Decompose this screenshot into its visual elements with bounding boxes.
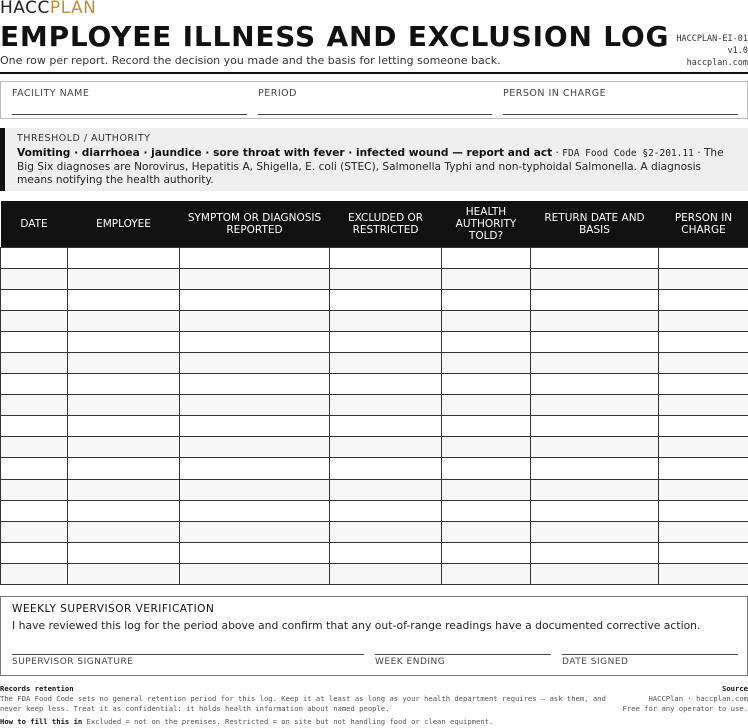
- cell-excluded[interactable]: [330, 437, 442, 458]
- week-ending-label: WEEK ENDING: [375, 657, 446, 667]
- cell-date[interactable]: [1, 416, 68, 437]
- threshold-label: THRESHOLD / AUTHORITY: [17, 133, 151, 144]
- cell-date[interactable]: [1, 563, 68, 584]
- document-site: haccplan.com: [686, 58, 748, 68]
- table-row: [1, 521, 748, 542]
- table-row: [1, 563, 748, 584]
- cell-return[interactable]: [531, 563, 659, 584]
- cell-employee[interactable]: [68, 331, 180, 352]
- cell-person-in-charge[interactable]: [659, 563, 748, 584]
- cell-date[interactable]: [1, 289, 68, 310]
- cell-return[interactable]: [531, 521, 659, 542]
- cell-date[interactable]: [1, 352, 68, 373]
- facility-name-field[interactable]: [12, 114, 247, 115]
- table-row: [1, 289, 748, 310]
- cell-excluded[interactable]: [330, 395, 442, 416]
- threshold-text: [17, 147, 748, 188]
- cell-date[interactable]: [1, 500, 68, 521]
- source-line-1: HACCPlan · haccplan.com: [648, 694, 748, 703]
- cell-symptom[interactable]: [180, 437, 330, 458]
- supervisor-verification-box: [0, 596, 748, 676]
- cell-health-authority[interactable]: [442, 437, 531, 458]
- cell-health-authority[interactable]: [442, 542, 531, 563]
- cell-symptom[interactable]: [180, 500, 330, 521]
- cell-excluded[interactable]: [330, 331, 442, 352]
- table-header-row: [1, 201, 748, 247]
- column-header-health-authority: HEALTH AUTHORITY TOLD?: [442, 201, 531, 247]
- column-header-excluded: EXCLUDED OR RESTRICTED: [330, 201, 442, 247]
- cell-person-in-charge[interactable]: [659, 289, 748, 310]
- cell-date[interactable]: [1, 310, 68, 331]
- table-row: [1, 500, 748, 521]
- date-signed-field[interactable]: [562, 654, 738, 655]
- table-row: [1, 331, 748, 352]
- cell-health-authority[interactable]: [442, 268, 531, 289]
- cell-person-in-charge[interactable]: [659, 542, 748, 563]
- cell-date[interactable]: [1, 479, 68, 500]
- period-field[interactable]: [258, 114, 492, 115]
- cell-excluded[interactable]: [330, 479, 442, 500]
- cell-excluded[interactable]: [330, 500, 442, 521]
- cell-person-in-charge[interactable]: [659, 374, 748, 395]
- cell-person-in-charge[interactable]: [659, 500, 748, 521]
- cell-symptom[interactable]: [180, 374, 330, 395]
- cell-employee[interactable]: [68, 563, 180, 584]
- cell-excluded[interactable]: [330, 563, 442, 584]
- cell-person-in-charge[interactable]: [659, 458, 748, 479]
- table-row: [1, 416, 748, 437]
- cell-excluded[interactable]: [330, 458, 442, 479]
- table-row: [1, 268, 748, 289]
- cell-symptom[interactable]: [180, 542, 330, 563]
- page-subtitle: One row per report. Record the decision you made and the basis for letting someone back.: [0, 54, 501, 67]
- how-to-title: How to fill this in: [0, 717, 83, 726]
- retention-title: Records retention: [0, 684, 74, 693]
- cell-health-authority[interactable]: [442, 479, 531, 500]
- page-title: EMPLOYEE ILLNESS AND EXCLUSION LOG: [0, 20, 670, 53]
- column-header-date: DATE: [1, 201, 68, 247]
- cell-excluded[interactable]: [330, 416, 442, 437]
- cell-employee[interactable]: [68, 310, 180, 331]
- cell-return[interactable]: [531, 458, 659, 479]
- cell-person-in-charge[interactable]: [659, 352, 748, 373]
- cell-health-authority[interactable]: [442, 374, 531, 395]
- cell-return[interactable]: [531, 352, 659, 373]
- column-header-employee: EMPLOYEE: [68, 201, 180, 247]
- cell-health-authority[interactable]: [442, 247, 531, 268]
- period-label: PERIOD: [258, 88, 297, 99]
- cell-employee[interactable]: [68, 352, 180, 373]
- table-row: [1, 458, 748, 479]
- cell-health-authority[interactable]: [442, 289, 531, 310]
- threshold-code-ref: FDA Food Code §2-201.11: [562, 148, 694, 159]
- table-row: [1, 310, 748, 331]
- cell-return[interactable]: [531, 437, 659, 458]
- cell-symptom[interactable]: [180, 331, 330, 352]
- cell-employee[interactable]: [68, 416, 180, 437]
- cell-employee[interactable]: [68, 479, 180, 500]
- supervisor-signature-label: SUPERVISOR SIGNATURE: [12, 657, 134, 667]
- cell-return[interactable]: [531, 374, 659, 395]
- brand-logo: [0, 0, 96, 18]
- retention-text: The FDA Food Code sets no general retention period for this log. Keep it at least as long as your health department requires — ask them, and never keep less. Treat it as confidential: it holds health information about named people.: [0, 694, 606, 713]
- cell-person-in-charge[interactable]: [659, 331, 748, 352]
- source-title: Source: [722, 684, 748, 693]
- cell-person-in-charge[interactable]: [659, 416, 748, 437]
- cell-health-authority[interactable]: [442, 395, 531, 416]
- table-row: [1, 479, 748, 500]
- table-row: [1, 395, 748, 416]
- cell-employee[interactable]: [68, 500, 180, 521]
- cell-date[interactable]: [1, 247, 68, 268]
- verification-statement: I have reviewed this log for the period above and confirm that any out-of-range readings have a documented corrective action.: [12, 619, 701, 632]
- cell-return[interactable]: [531, 247, 659, 268]
- records-retention-note: [0, 684, 610, 714]
- cell-return[interactable]: [531, 416, 659, 437]
- cell-person-in-charge[interactable]: [659, 310, 748, 331]
- cell-employee[interactable]: [68, 458, 180, 479]
- header-rule: [0, 72, 748, 74]
- cell-excluded[interactable]: [330, 352, 442, 373]
- cell-excluded[interactable]: [330, 289, 442, 310]
- cell-date[interactable]: [1, 458, 68, 479]
- document-version: v1.0: [727, 46, 748, 56]
- person-in-charge-field[interactable]: [503, 114, 738, 115]
- facility-name-label: FACILITY NAME: [12, 88, 90, 99]
- table-row: [1, 352, 748, 373]
- cell-return[interactable]: [531, 395, 659, 416]
- table-row: [1, 437, 748, 458]
- supervisor-signature-field[interactable]: [12, 654, 364, 655]
- cell-symptom[interactable]: [180, 395, 330, 416]
- document-meta: [676, 33, 748, 69]
- cell-employee[interactable]: [68, 268, 180, 289]
- how-to-fill-note: [0, 717, 493, 727]
- threshold-box: [0, 128, 748, 191]
- cell-date[interactable]: [1, 437, 68, 458]
- week-ending-field[interactable]: [375, 654, 551, 655]
- cell-return[interactable]: [531, 479, 659, 500]
- cell-employee[interactable]: [68, 374, 180, 395]
- cell-health-authority[interactable]: [442, 521, 531, 542]
- cell-return[interactable]: [531, 310, 659, 331]
- cell-health-authority[interactable]: [442, 310, 531, 331]
- facility-info-box: [0, 81, 748, 119]
- document-code: HACCPLAN-EI-01: [676, 34, 748, 44]
- cell-symptom[interactable]: [180, 521, 330, 542]
- cell-symptom[interactable]: [180, 563, 330, 584]
- verification-title: WEEKLY SUPERVISOR VERIFICATION: [12, 603, 215, 615]
- cell-excluded[interactable]: [330, 542, 442, 563]
- person-in-charge-label: PERSON IN CHARGE: [503, 88, 607, 99]
- threshold-body: · The Big Six diagnoses are Norovirus, Hepatitis A, Shigella, E. coli (STEC), Salmonella Typhi and non-typhoidal Salmonella. A diagnosis means notifying the health authority.: [17, 147, 724, 186]
- cell-health-authority[interactable]: [442, 416, 531, 437]
- cell-employee[interactable]: [68, 542, 180, 563]
- cell-symptom[interactable]: [180, 289, 330, 310]
- cell-employee[interactable]: [68, 247, 180, 268]
- cell-return[interactable]: [531, 542, 659, 563]
- cell-person-in-charge[interactable]: [659, 395, 748, 416]
- cell-excluded[interactable]: [330, 268, 442, 289]
- cell-return[interactable]: [531, 500, 659, 521]
- cell-health-authority[interactable]: [442, 563, 531, 584]
- cell-symptom[interactable]: [180, 458, 330, 479]
- cell-symptom[interactable]: [180, 479, 330, 500]
- cell-symptom[interactable]: [180, 310, 330, 331]
- cell-person-in-charge[interactable]: [659, 268, 748, 289]
- brand-logo-part1: HACC: [0, 0, 50, 18]
- cell-health-authority[interactable]: [442, 352, 531, 373]
- table-row: [1, 542, 748, 563]
- brand-logo-part2: PLAN: [49, 0, 97, 18]
- cell-symptom[interactable]: [180, 352, 330, 373]
- how-to-text: Excluded = not on the premises. Restricted = on site but not handling food or clean equipment.: [86, 717, 494, 726]
- cell-health-authority[interactable]: [442, 458, 531, 479]
- cell-employee[interactable]: [68, 521, 180, 542]
- cell-excluded[interactable]: [330, 310, 442, 331]
- table-row: [1, 247, 748, 268]
- cell-excluded[interactable]: [330, 521, 442, 542]
- cell-employee[interactable]: [68, 437, 180, 458]
- cell-date[interactable]: [1, 374, 68, 395]
- cell-date[interactable]: [1, 331, 68, 352]
- cell-excluded[interactable]: [330, 374, 442, 395]
- cell-date[interactable]: [1, 395, 68, 416]
- table-body: [1, 247, 748, 585]
- threshold-symptoms: Vomiting · diarrhoea · jaundice · sore throat with fever · infected wound — report and act: [17, 147, 553, 159]
- cell-date[interactable]: [1, 542, 68, 563]
- cell-excluded[interactable]: [330, 247, 442, 268]
- cell-employee[interactable]: [68, 395, 180, 416]
- cell-health-authority[interactable]: [442, 331, 531, 352]
- column-header-symptom: SYMPTOM OR DIAGNOSIS REPORTED: [180, 201, 330, 247]
- cell-date[interactable]: [1, 268, 68, 289]
- cell-symptom[interactable]: [180, 247, 330, 268]
- illness-log-table: [0, 201, 748, 585]
- cell-symptom[interactable]: [180, 268, 330, 289]
- column-header-return: RETURN DATE AND BASIS: [531, 201, 659, 247]
- column-header-person-in-charge: PERSON IN CHARGE: [659, 201, 748, 247]
- cell-person-in-charge[interactable]: [659, 479, 748, 500]
- cell-health-authority[interactable]: [442, 500, 531, 521]
- threshold-separator: ·: [552, 147, 563, 159]
- cell-employee[interactable]: [68, 289, 180, 310]
- cell-person-in-charge[interactable]: [659, 247, 748, 268]
- cell-person-in-charge[interactable]: [659, 521, 748, 542]
- source-note: [623, 684, 748, 714]
- cell-return[interactable]: [531, 331, 659, 352]
- date-signed-label: DATE SIGNED: [562, 657, 629, 667]
- table-row: [1, 374, 748, 395]
- cell-return[interactable]: [531, 268, 659, 289]
- cell-return[interactable]: [531, 289, 659, 310]
- cell-date[interactable]: [1, 521, 68, 542]
- cell-person-in-charge[interactable]: [659, 437, 748, 458]
- cell-symptom[interactable]: [180, 416, 330, 437]
- source-line-2: Free for any operator to use.: [622, 704, 748, 713]
